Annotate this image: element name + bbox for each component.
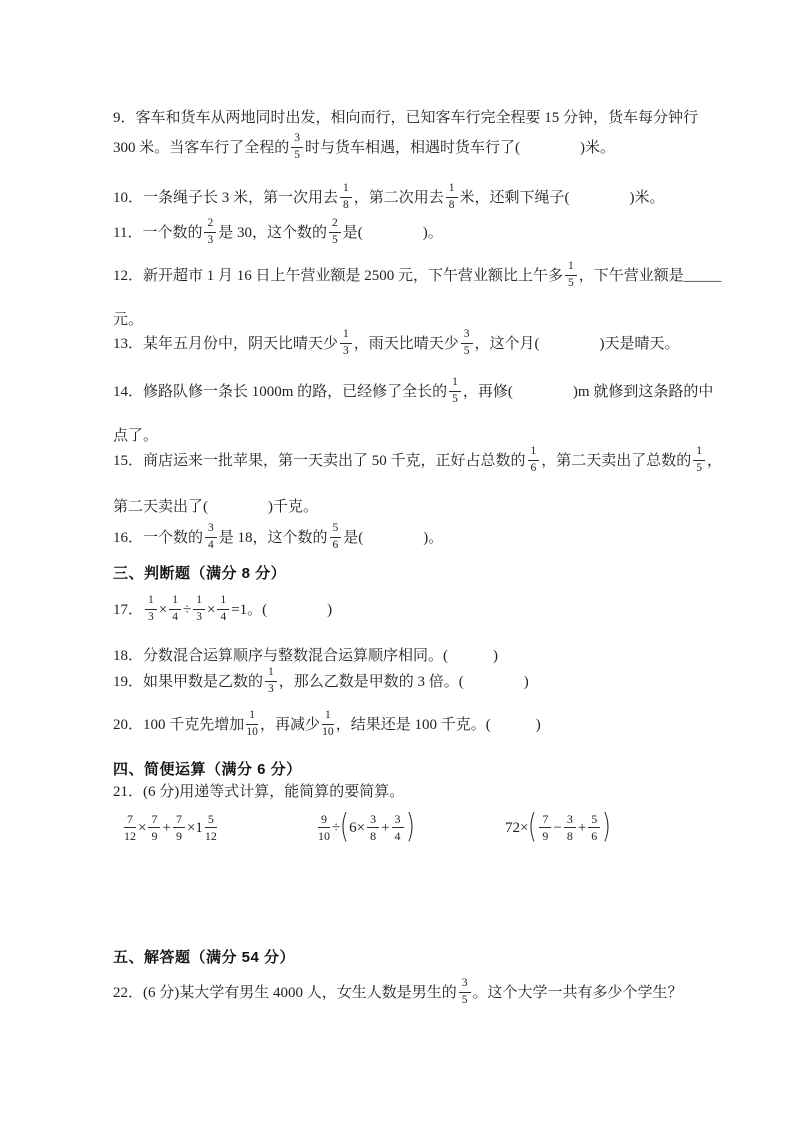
question-line xyxy=(113,711,541,740)
fraction-numerator: 1 xyxy=(322,709,334,725)
fraction xyxy=(330,522,342,551)
fraction-numerator: 9 xyxy=(318,812,330,828)
question-line xyxy=(113,426,158,447)
fraction-denominator: 8 xyxy=(448,198,455,211)
fraction xyxy=(173,812,185,842)
text-run: ，再修( )m 就修到这条路的中 xyxy=(462,383,714,400)
text-run: − xyxy=(553,820,562,836)
text-run: 五、解答题（满分 54 分） xyxy=(113,949,296,966)
fraction-numerator: 1 xyxy=(693,445,705,461)
text-run: + xyxy=(162,820,171,836)
math-expression: 72×( $\frac{7}{9}$ − $\frac{3}{8}$ + $\frac{5}{6}$ ) xyxy=(505,805,612,845)
text-run: 72× xyxy=(505,820,529,836)
fraction-numerator: 2 xyxy=(204,217,216,233)
text-run: 11．一个数的 xyxy=(113,224,203,241)
fraction-denominator: 4 xyxy=(172,610,178,623)
fraction-denominator: 8 xyxy=(566,828,573,843)
text-run: 四、简便运算（满分 6 分） xyxy=(113,761,302,778)
fraction-numerator: 1 xyxy=(169,594,181,610)
text-run: ，第二次用去 xyxy=(353,189,444,206)
fraction-denominator: 4 xyxy=(394,828,401,843)
fraction xyxy=(148,812,160,842)
text-run: 21．(6 分)用递等式计算，能简算的要简算。 xyxy=(113,784,405,800)
question-line xyxy=(113,184,665,213)
fraction-denominator: 5 xyxy=(461,993,468,1006)
fraction-denominator: 5 xyxy=(463,344,470,357)
fraction-denominator: 9 xyxy=(542,828,549,843)
question-line xyxy=(113,108,698,129)
question-line xyxy=(113,310,143,331)
fraction-denominator: 10 xyxy=(322,725,334,738)
fraction-denominator: 5 xyxy=(294,148,301,161)
text-run: 12．新开超市 1 月 16 日上午营业额是 2500 元，下午营业额比上午多 xyxy=(113,267,564,284)
question-line xyxy=(113,524,443,553)
fraction-numerator: 7 xyxy=(148,812,160,828)
text-run: × xyxy=(138,820,147,836)
fraction-denominator: 4 xyxy=(208,538,214,551)
fraction xyxy=(459,977,471,1006)
fraction xyxy=(588,812,600,842)
fraction-numerator: 7 xyxy=(173,812,185,828)
fraction-numerator: 1 xyxy=(193,594,205,610)
fraction-denominator: 3 xyxy=(343,344,349,357)
fraction-denominator: 5 xyxy=(568,276,574,289)
text-run: 22．(6 分)某大学有男生 4000 人，女生人数是男生的 xyxy=(113,984,457,1001)
fraction-denominator: 6 xyxy=(530,461,537,474)
fraction-numerator: 7 xyxy=(539,812,551,828)
fraction xyxy=(461,328,473,357)
fraction xyxy=(204,217,216,246)
fraction xyxy=(169,594,181,623)
math-expression: $\frac{9}{10}$ ÷(6× $\frac{3}{8}$ + $\frac{3}{4}$ ) xyxy=(318,805,415,845)
text-run: 16．一个数的 xyxy=(113,529,204,546)
fraction-numerator: 1 xyxy=(145,594,157,610)
text-run: 时与货车相遇，相遇时货车行了( )米。 xyxy=(305,139,616,156)
text-run: 18．分数混合运算顺序与整数混合运算顺序相同。( ) xyxy=(113,648,498,664)
question-line xyxy=(113,262,721,291)
text-run: ，第二天卖出了总数的 xyxy=(541,452,692,469)
text-run: × xyxy=(158,601,168,618)
fraction-numerator: 1 xyxy=(265,666,277,682)
text-run: 是 30，这个数的 xyxy=(218,224,327,241)
fraction-denominator: 3 xyxy=(268,682,274,695)
fraction-numerator: 1 xyxy=(340,328,352,344)
fraction-denominator: 6 xyxy=(591,828,598,843)
text-run: ，下午营业额是_____ xyxy=(578,267,722,284)
fraction xyxy=(265,666,277,695)
fraction xyxy=(340,328,352,357)
fraction-numerator: 1 xyxy=(565,260,577,276)
fraction-numerator: 5 xyxy=(330,522,342,538)
fraction xyxy=(291,132,303,161)
fraction-numerator: 3 xyxy=(205,522,217,538)
fraction-denominator: 3 xyxy=(148,610,154,623)
fraction xyxy=(205,522,217,551)
question-line xyxy=(113,596,332,625)
text-run: 三、判断题（满分 8 分） xyxy=(113,565,287,582)
fraction xyxy=(564,812,576,842)
text-run: 17． xyxy=(113,601,144,618)
fraction-numerator: 3 xyxy=(564,812,576,828)
text-run: 10．一条绳子长 3 米，第一次用去 xyxy=(113,189,339,206)
fraction xyxy=(449,376,461,405)
text-run: 点了。 xyxy=(113,428,159,444)
text-run: + xyxy=(381,820,390,836)
text-run: 15．商店运来一批苹果，第一天卖出了 50 千克，正好占总数的 xyxy=(113,452,526,469)
fraction-numerator: 3 xyxy=(392,812,404,828)
fraction xyxy=(565,260,577,289)
fraction xyxy=(539,812,551,842)
fraction xyxy=(145,594,157,623)
text-run: ，这个月( )天是晴天。 xyxy=(474,335,680,352)
question-line xyxy=(113,330,680,359)
text-run: 元。 xyxy=(113,312,144,328)
question-line xyxy=(113,782,404,803)
fraction-numerator: 1 xyxy=(449,376,461,392)
fraction-numerator: 3 xyxy=(291,132,303,148)
fraction-numerator: 3 xyxy=(461,328,473,344)
fraction-numerator: 5 xyxy=(205,812,217,828)
expression-row xyxy=(113,806,713,856)
text-run: 米，还剩下绳子( )米。 xyxy=(459,189,665,206)
text-run: × xyxy=(206,601,216,618)
fraction xyxy=(217,594,229,623)
text-run: 6× xyxy=(349,820,366,836)
fraction-denominator: 9 xyxy=(151,828,158,843)
text-run: + xyxy=(577,820,587,836)
fraction-denominator: 5 xyxy=(331,233,338,246)
section-heading xyxy=(113,759,302,780)
text-run: 9．客车和货车从两地同时出发，相向而行，已知客车行完全程要 15 分钟，货车每分钟行 xyxy=(113,110,699,126)
fraction-denominator: 3 xyxy=(196,610,202,623)
text-run: 20．100 千克先增加 xyxy=(113,716,245,733)
fraction-denominator: 10 xyxy=(246,725,258,738)
fraction-numerator: 5 xyxy=(588,812,600,828)
fraction-numerator: 3 xyxy=(367,812,379,828)
text-run: 第二天卖出了( )千克。 xyxy=(113,499,318,515)
text-run: ×1 xyxy=(186,820,203,836)
question-line xyxy=(113,646,498,667)
question-line xyxy=(113,447,722,476)
text-run: 是 18，这个数的 xyxy=(218,529,328,546)
fraction-denominator: 12 xyxy=(204,828,217,843)
fraction-numerator: 1 xyxy=(340,182,352,198)
fraction xyxy=(693,445,705,474)
fraction xyxy=(528,445,540,474)
text-run: 是( )。 xyxy=(343,529,444,546)
section-heading xyxy=(113,947,295,968)
fraction xyxy=(329,217,341,246)
text-run: 13．某年五月份中，阴天比晴天少 xyxy=(113,335,339,352)
question-line xyxy=(113,668,529,697)
fraction-denominator: 8 xyxy=(370,828,377,843)
question-line xyxy=(113,979,683,1008)
math-expression xyxy=(122,806,219,850)
text-run: 300 米。当客车行了全程的 xyxy=(113,139,290,156)
fraction-numerator: 7 xyxy=(124,812,136,828)
text-run: ，那么乙数是甲数的 3 倍。( ) xyxy=(278,673,529,690)
fraction-denominator: 5 xyxy=(696,461,703,474)
text-run: 14．修路队修一条长 1000m 的路，已经修了全长的 xyxy=(113,383,448,400)
text-run: 19．如果甲数是乙数的 xyxy=(113,673,264,690)
fraction-numerator: 1 xyxy=(246,709,258,725)
fraction xyxy=(246,709,258,738)
question-line xyxy=(113,378,713,407)
text-run: ÷ xyxy=(182,601,192,618)
question-line xyxy=(113,219,443,248)
fraction xyxy=(205,812,217,842)
document-content xyxy=(113,0,723,1122)
fraction xyxy=(318,812,330,842)
text-run: =1。( ) xyxy=(231,601,333,618)
fraction-denominator: 5 xyxy=(452,392,458,405)
fraction-denominator: 3 xyxy=(207,233,214,246)
text-run: ， xyxy=(707,452,723,469)
fraction-numerator: 1 xyxy=(446,182,458,198)
text-run: 是( )。 xyxy=(342,224,443,241)
fraction-numerator: 3 xyxy=(459,977,471,993)
text-run: ，再减少 xyxy=(260,716,321,733)
text-run: ，雨天比晴天少 xyxy=(353,335,459,352)
fraction xyxy=(392,812,404,842)
fraction xyxy=(446,182,458,211)
text-run: 。这个大学一共有多少个学生？ xyxy=(472,984,683,1001)
fraction-denominator: 8 xyxy=(343,198,349,211)
fraction-numerator: 1 xyxy=(217,594,229,610)
fraction-denominator: 4 xyxy=(220,610,227,623)
fraction xyxy=(367,812,379,842)
text-run: ÷ xyxy=(332,820,341,836)
fraction-denominator: 9 xyxy=(175,828,182,843)
fraction-denominator: 10 xyxy=(318,828,330,843)
fraction-numerator: 1 xyxy=(528,445,540,461)
fraction xyxy=(124,812,136,842)
text-run: ，结果还是 100 千克。( ) xyxy=(335,716,541,733)
fraction xyxy=(193,594,205,623)
fraction-denominator: 6 xyxy=(332,538,339,551)
fraction-denominator: 12 xyxy=(124,828,136,843)
fraction xyxy=(322,709,334,738)
question-line xyxy=(113,134,615,163)
question-line xyxy=(113,497,318,518)
fraction xyxy=(340,182,352,211)
section-heading xyxy=(113,563,286,584)
fraction-numerator: 2 xyxy=(329,217,341,233)
